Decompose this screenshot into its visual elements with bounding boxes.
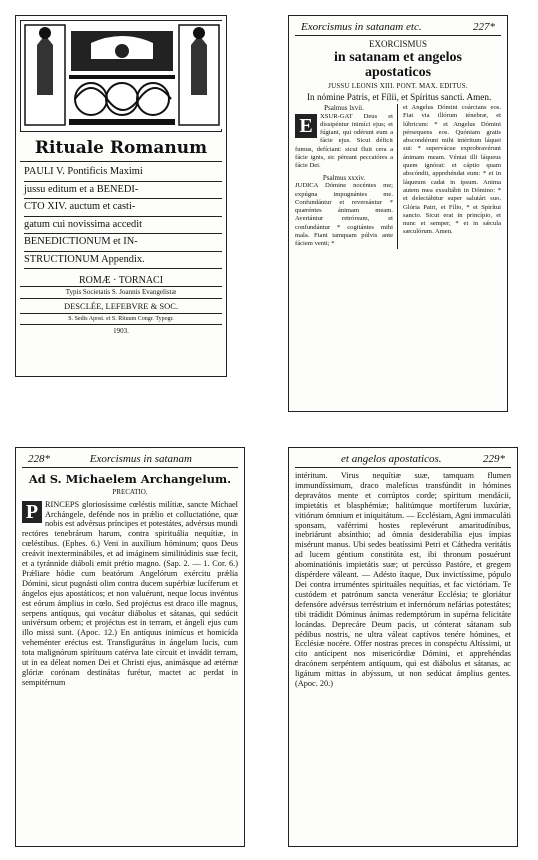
page-number: 227*: [473, 21, 495, 33]
right-column: [403, 104, 501, 249]
book-title: Rituale Romanum: [20, 138, 222, 162]
prayer-body: P RINCEPS gloriosíssime cœléstis milítiæ, sancte Míchael Archángele, defénde nos in prǽlio et colluctatióne, quæ nobis est advérsus príncipes et potestátes, advérsus mundi rectóres tenebrárum harum, contra spirituália nequítiæ, in cœléstibus. (Ephes. 6.) Veni in auxílium hóminum; quos Deus creávit inexterminábiles, et ad imáginem similitúdinis suæ fecit, et a tyránnide diáboli emit prétio magno. (Sap. 2. — 1. Cor. 6.) Prǽliare hódie cum beatórum Angelórum exércitu prǽlia Dómini, sicut pugnásti olim contra ducem supérbiæ lucíferum et ángelos ejus apostáticos; et non valuérunt, neque locus invéntus est eórum ámplius in cœlo. Sed projéctus est draco ille magnus, serpens antíquus, qui vocátur diábolus et sátanas, qui sedúcit univérsum orbem; et projéctus est in terram, et ángeli ejus cum illo missi sunt. (Apoc. 12.) En antíquus inimícus et homicída veheménter eréctus est. Transfigurátus in ángelum lucis, cum tota malignórum spirítuum catérva late círcuit et invádit terram, ut in ea déleat nomen Dei et Christi ejus, animásque ad ætérnæ glóriæ corónam destinátas furétur, mactet ac perdat in sempitérnum: [22, 499, 238, 687]
running-header: [22, 453, 238, 465]
header-rule: [295, 467, 511, 468]
page-number: 229*: [483, 453, 505, 465]
imprint-publisher: DESCLÉE, LEFEBVRE & SOC.: [20, 299, 222, 314]
psalm-text: et Angelus Dómini coárctans eos. Fiat via illórum ténebræ, et lúbricum: * et Angelus Dómini pérsequens eos. Quóniam gratis abscondérunt mihi intéritum láquei sui: * supervácue exprobravérunt ánimam meam. Véniat illi láqueus quem ignórat: et cáptio quam abscóndit, apprehéndat eum: * et in láqueum cadat in ipsum. Anima autem mea exsultábit in Dómino: * et delectábitur super salutári suo. Glória Patri, et Fílio, * et Spirítui sancto. Sicut erat in princípio, et nunc et semper, * et in sǽcula sæculórum. Amen.: [403, 104, 501, 236]
running-title: et angelos apostaticos.: [341, 453, 442, 465]
psalm-heading: Psalmus lxvii.: [324, 104, 364, 112]
header-rule: [22, 467, 238, 468]
title-line: PAULI V. Pontificis Maximi: [24, 164, 222, 182]
psalm-text: JUDICA Dómine nocéntes me; expúgna impugnántes me. Confundántur et revereántur * quæréntes ánimam meam. Avertántur retrórsum, et confundántur * cogitántes mihi mala. Fiant tamquam púlvis ante fáciem venti; *: [295, 182, 393, 248]
title-line: gatum cui novissima accedit: [24, 217, 222, 235]
running-title: Exorcismus in satanam etc.: [301, 21, 422, 33]
page-228: [15, 447, 245, 847]
section-title: in satanam et angelos apostaticos: [334, 50, 462, 80]
two-columns: [295, 104, 501, 249]
woodcut-illustration-icon: [21, 21, 223, 129]
left-column: [295, 104, 398, 249]
imprint-typis: Typis Societatis S. Joannis Evangelistæ: [20, 286, 222, 299]
header-rule: [295, 35, 501, 36]
title-line: STRUCTIONUM Appendix.: [24, 252, 222, 270]
running-title: Exorcismus in satanam: [89, 453, 192, 465]
dropcap-e-icon: E: [295, 114, 317, 138]
prayer-heading: Ad S. Michaelem Archangelum.: [28, 472, 232, 486]
title-line: jussu editum et a BENEDI-: [24, 182, 222, 200]
kicker: EXORCISMUS: [368, 39, 427, 49]
prayer-body: intéritum. Virus nequítiæ suæ, tamquam flumen immundíssimum, draco malefícus transfúndit in hómines depravátos mente et corrúptos corde; spíritum mendácii, impietátis et blasphémiæ; halitúmque mortíferum luxúriæ, vitiórum ómnium et iniquitátum. — Ecclésiam, Agni immaculáti sponsam, vaférrimi hostes replevérunt amaritudínibus, inebriárunt absínthio; ad ómnia desiderabília ejus ímpias misérunt manus. Ubi sedes beatíssimi Petri et Cáthedra veritátis ad lucem géntium constitúta est, ibi thronum posuérunt abominatiónis impietátis suæ; ut percússo Pastóre, et gregem dispérdere váleant. — Adésto ítaque, Dux invictíssime, pópulo Dei contra irruméntes spirituáles nequítias, et fac victóriam. Te custódem et patrónum sancta venerátur Ecclésia; te gloriátur defensóre advérsus terréstrium et infernórum nefárias potestátes; tibi trádidit Dóminus ánimas redemptórum in supérna felicitáte locándas. Deprecáre Deum pacis, ut cónterat sátanam sub pédibus nostris, ne ultra váleat captívos tenére hómines, et Ecclésiæ nocére. Offer nostras preces in conspéctu Altíssimi, ut cito antícipent nos misericórdiæ Dómini, et apprehéndas dracónem serpéntem antíquum, qui est diábolus et sátanas, ac ligátum mittas in abýssum, ut non sedúcat ámplius gentes. (Apoc. 20.): [295, 471, 511, 689]
title-lines: [20, 164, 222, 269]
page-227: [288, 15, 508, 412]
ornamental-woodcut: [20, 20, 222, 132]
psalm-heading: Psalmus xxxiv.: [322, 173, 366, 182]
page-number: 228*: [28, 453, 50, 465]
imprint-sedes: S. Sedis Apost. et S. Rituum Congr. Typogr.: [20, 314, 222, 326]
dropcap-p-icon: P: [22, 501, 42, 523]
running-header: [295, 21, 501, 33]
subtitle: JUSSU LEONIS XIII. PONT. MAX. EDITUS.: [328, 82, 468, 90]
page-229: [288, 447, 518, 847]
title-page: [15, 15, 227, 377]
imprint-city: ROMÆ · TORNACI: [78, 275, 164, 286]
psalm-text: E XSUR-GAT Deus et dissipéntur inimíci ejus; et fúgiant, qui odérunt eum a fácie ejus. Sicut déficit fumus, defíciant: sicut fluit cera a fácie ignis, sic péreant peccatóres a fácie Dei.: [295, 112, 393, 170]
prayer-label: PRECATIO.: [112, 488, 148, 496]
invocation: In nómine Patris, et Fílii, et Spíritus sancti. Amen.: [307, 92, 492, 102]
running-header: [295, 453, 511, 465]
imprint-year: 1903.: [113, 327, 129, 336]
title-line: CTO XIV. auctum et casti-: [24, 199, 222, 217]
title-line: BENEDICTIONUM et IN-: [24, 234, 222, 252]
